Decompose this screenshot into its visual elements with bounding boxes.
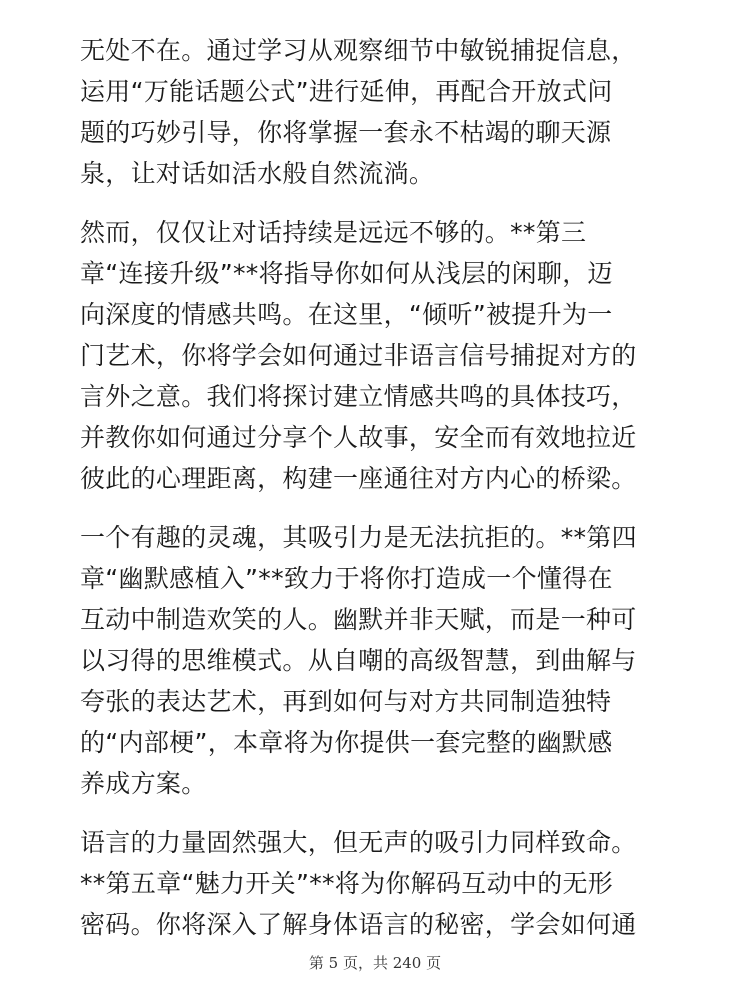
text-line: 的“内部梗”，本章将为你提供一套完整的幽默感	[80, 728, 613, 757]
text-line: 题的巧妙引导，你将掌握一套永不枯竭的聊天源	[80, 118, 612, 147]
text-line: 并教你如何通过分享个人故事，安全而有效地拉近	[80, 423, 637, 452]
text-line: 一个有趣的灵魂，其吸引力是无法抗拒的。**第四	[80, 523, 637, 552]
paragraph	[80, 822, 680, 945]
text-line: 泉，让对话如活水般自然流淌。	[80, 159, 435, 188]
text-line: 章“幽默感植入”**致力于将你打造成一个懂得在	[80, 564, 613, 593]
text-line: 夸张的表达艺术，再到如何与对方共同制造独特	[80, 687, 612, 716]
paragraph	[80, 517, 680, 804]
paragraph	[80, 30, 680, 194]
text-line: 言外之意。我们将探讨建立情感共鸣的具体技巧，	[80, 382, 637, 411]
text-line: 运用“万能话题公式”进行延伸，再配合开放式问	[80, 77, 613, 106]
text-line: 密码。你将深入了解身体语言的秘密，学会如何通	[80, 910, 637, 939]
page-number-footer: 第 5 页，共 240 页	[308, 954, 442, 972]
text-line: 向深度的情感共鸣。在这里，“倾听”被提升为一	[80, 300, 613, 329]
text-line: 门艺术，你将学会如何通过非语言信号捕捉对方的	[80, 341, 637, 370]
text-line: 以习得的思维模式。从自嘲的高级智慧，到曲解与	[80, 646, 637, 675]
text-line: 互动中制造欢笑的人。幽默并非天赋，而是一种可	[80, 605, 637, 634]
text-line: 养成方案。	[80, 769, 207, 798]
text-line: **第五章“魅力开关”**将为你解码互动中的无形	[80, 869, 614, 898]
text-line: 语言的力量固然强大，但无声的吸引力同样致命。	[80, 828, 637, 857]
text-line: 彼此的心理距离，构建一座通往对方内心的桥梁。	[80, 464, 637, 493]
paragraph	[80, 212, 680, 499]
text-line: 章“连接升级”**将指导你如何从浅层的闲聊，迈	[80, 259, 613, 288]
text-line: 然而，仅仅让对话持续是远远不够的。**第三	[80, 218, 587, 247]
body-text	[80, 30, 680, 963]
text-line: 无处不在。通过学习从观察细节中敏锐捕捉信息，	[80, 36, 637, 65]
